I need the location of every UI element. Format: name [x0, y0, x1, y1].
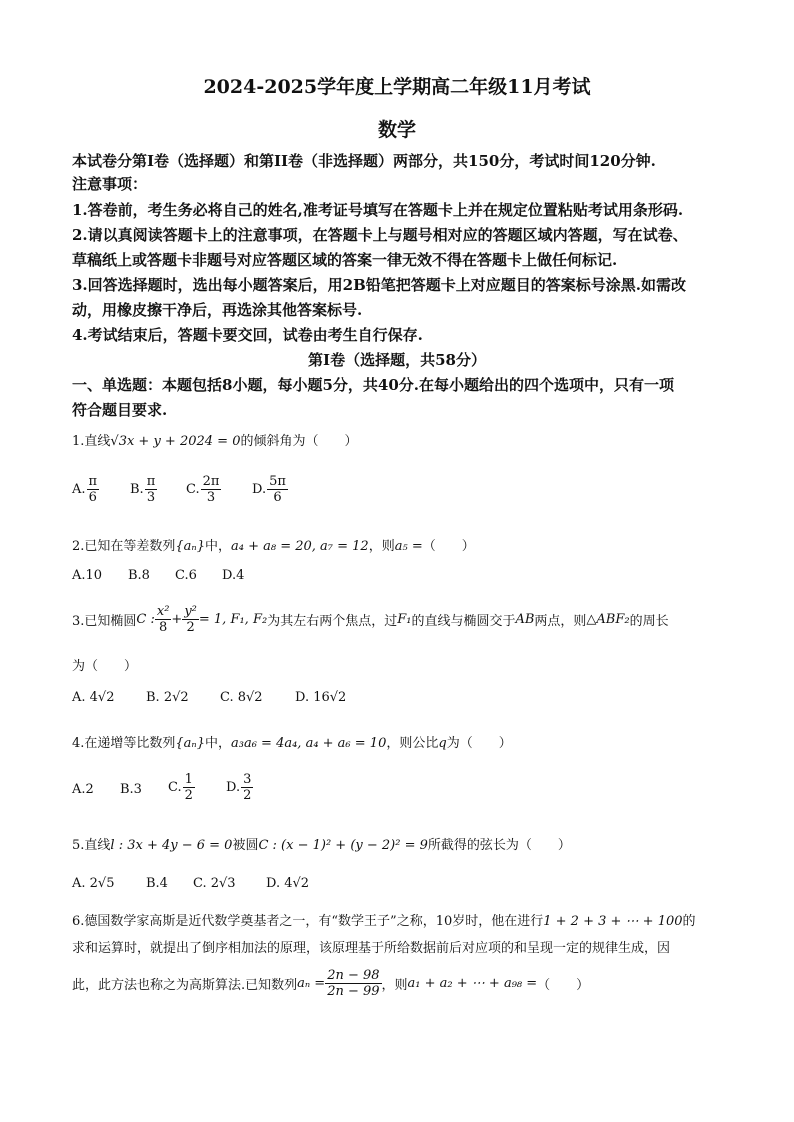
q2-option-a[interactable]: A.10: [72, 568, 103, 583]
q1-option-d[interactable]: D. $\frac{5\pi}{6}$: [252, 474, 286, 505]
q3-option-b[interactable]: B. 2√2: [146, 690, 189, 705]
question-6-line-3: 此，此方法也称之为高斯算法.已知数列 aₙ = $\frac{2n - 98}{2n - 99}$ ，则 a₁ + a₂ + ⋯ + a₉₈ = （ ）: [72, 968, 590, 999]
section-title: 第I卷（选择题，共58分）: [308, 351, 486, 369]
q4-option-d[interactable]: D. $\frac{3}{2}$: [226, 772, 252, 803]
q2-option-c[interactable]: C.6: [175, 568, 197, 583]
intro-line: 本试卷分第I卷（选择题）和第II卷（非选择题）两部分，共150分，考试时间120分钟.: [72, 152, 656, 170]
question-5: 5.直线l : 3x + 4y − 6 = 0被圆C : (x − 1)² + (y − 2)² = 9所截得的弦长为（ ）: [72, 838, 571, 853]
note-3a: 3.回答选择题时，选出每小题答案后，用2B铅笔把答题卡上对应题目的答案标号涂黑.如需改: [72, 276, 687, 294]
q1-option-c[interactable]: C. $\frac{2\pi}{3}$: [186, 474, 220, 505]
section-desc-1: 一、单选题：本题包括8小题，每小题5分，共40分.在每小题给出的四个选项中，只有一项: [72, 376, 674, 394]
question-4: 4.在递增等比数列{aₙ}中，a₃a₆ = 4a₄, a₄ + a₆ = 10，则公比q为（ ）: [72, 736, 512, 751]
note-2a: 2.请以真阅读答题卡上的注意事项，在答题卡上与题号相对应的答题区域内答题，写在试卷、: [72, 226, 688, 244]
notes-title: 注意事项：: [72, 175, 148, 193]
q4-option-a[interactable]: A.2: [72, 782, 94, 797]
subject-title: 数学: [377, 119, 416, 141]
q1-option-a[interactable]: A. $\frac{\pi}{6}$: [72, 474, 98, 505]
section-desc-2: 符合题目要求.: [72, 401, 168, 419]
q3-option-c[interactable]: C. 8√2: [220, 690, 263, 705]
q1-option-b[interactable]: B. $\frac{\pi}{3}$: [130, 474, 156, 505]
q5-option-b[interactable]: B.4: [146, 876, 168, 891]
q4-option-b[interactable]: B.3: [120, 782, 142, 797]
note-4: 4.考试结束后，答题卡要交回，试卷由考生自行保存.: [72, 326, 423, 344]
question-2: 2.已知在等差数列{aₙ}中，a₄ + a₈ = 20, a₇ = 12，则a₅ =（ ）: [72, 539, 475, 554]
q3-option-d[interactable]: D. 16√2: [295, 690, 347, 705]
q5-option-a[interactable]: A. 2√5: [72, 876, 115, 891]
exam-title: 2024-2025学年度上学期高二年级11月考试: [203, 76, 591, 98]
q5-option-d[interactable]: D. 4√2: [266, 876, 310, 891]
question-3-line-2: 为（ ）: [72, 659, 138, 674]
q1-expr: √3x + y + 2024 = 0: [110, 434, 241, 449]
q1-prefix: 1.直线: [72, 434, 111, 449]
q1-suffix: 的倾斜角为（ ）: [240, 434, 358, 449]
note-2b: 草稿纸上或答题卡非题号对应答题区域的答案一律无效不得在答题卡上做任何标记.: [72, 251, 618, 269]
question-1: [72, 430, 732, 449]
q3-option-a[interactable]: A. 4√2: [72, 690, 115, 705]
note-3b: 动，用橡皮擦干净后，再选涂其他答案标号.: [72, 301, 363, 319]
question-6: 6.德国数学家高斯是近代数学奠基者之一，有“数学王子”之称，10岁时，他在进行1 + 2 + 3 + ⋯ + 100的: [72, 914, 696, 929]
question-6-line-2: 求和运算时，就提出了倒序相加法的原理，该原理基于所给数据前后对应项的和呈现一定的规律生成，因: [72, 941, 671, 956]
q4-option-c[interactable]: C. $\frac{1}{2}$: [168, 772, 193, 803]
question-3: 3.已知椭圆 C : $\frac{\text{x²}}{8}$ + $\frac{\text{y²}}{2}$ = 1, F₁, F₂ 为其左右两个焦点，过 F₁ 的直线与椭圆交于 AB 两点，则 △ABF₂ 的周长: [72, 604, 669, 635]
q2-option-d[interactable]: D.4: [222, 568, 245, 583]
q5-option-c[interactable]: C. 2√3: [193, 876, 236, 891]
q2-option-b[interactable]: B.8: [128, 568, 150, 583]
note-1: 1.答卷前，考生务必将自己的姓名,准考证号填写在答题卡上并在规定位置粘贴考试用条形码.: [72, 201, 684, 219]
